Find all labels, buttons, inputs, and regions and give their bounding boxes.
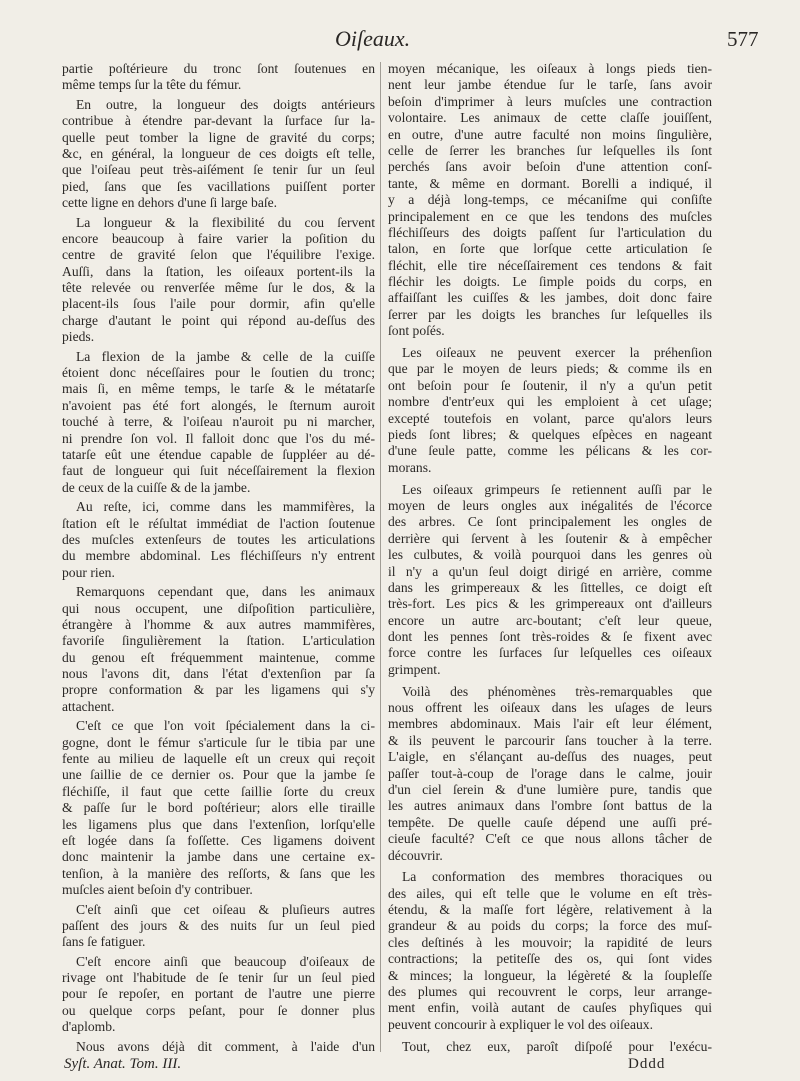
text-line: ſans ſe fatiguer. — [62, 934, 146, 950]
paragraph — [62, 584, 375, 715]
text-line: étoient donc néceſſaires pour le ſoutien du tronc; — [62, 365, 375, 381]
text-line: nombre d'entr'eux qui les emploient à cet uſage; — [388, 394, 712, 410]
text-line: La flexion de la jambe & celle de la cuiſſe — [76, 348, 375, 364]
text-line: pieds. — [62, 329, 95, 345]
text-line: fente au milieu de laquelle eſt un creux qui reçoit — [62, 751, 375, 767]
paragraph — [62, 902, 375, 951]
text-line: Auſſi, dans la ſtation, les oiſeaux portent-ils la — [62, 263, 375, 279]
paragraph — [62, 718, 375, 898]
paragraph — [62, 1039, 375, 1055]
text-line: affaiſſant les cuiſſes & les jambes, doit donc faire — [388, 290, 712, 306]
text-line: mais ſi, en même temps, le tarſe & le métatarſe — [62, 381, 375, 397]
text-line: de ceux de la cuiſſe & de la jambe. — [62, 479, 251, 495]
text-line: grimpent. — [388, 661, 441, 677]
column-rule — [380, 62, 381, 1052]
text-line: nous offrent les oiſeaux dans les uſages de leurs — [388, 700, 712, 716]
text-line: des plumes qui recouvrent le corps, leur arrange- — [388, 984, 712, 1000]
text-line: fléchiſſe, il faut que cette ſaillie ſorte du creux — [62, 783, 375, 799]
paragraph — [62, 349, 375, 497]
text-line: tête relevée ou renverſée même ſur le dos, & la — [62, 280, 375, 296]
text-line: n'avoient pas été fort alongés, le ſternum auroit — [62, 397, 375, 413]
text-line: cieuſe faculté? C'eſt ce que nous allons tâcher de — [388, 831, 712, 847]
text-line: En outre, la longueur des doigts antérieurs — [76, 96, 375, 112]
text-line: qui nous occupent, une diſpoſition particulière, — [62, 600, 375, 616]
paragraph — [62, 61, 375, 94]
right-column — [388, 61, 712, 1055]
text-line: du membre abdominal. Les fléchiſſeurs n'y entrent — [62, 548, 375, 564]
text-line: cette ligne en dehors d'une ſi large baſe. — [62, 195, 278, 211]
paragraph — [388, 345, 712, 476]
text-line: & paſſe ſur le bord poſtérieur; alors elle tiraille — [62, 800, 375, 816]
text-line: pour ſe repoſer, en portant de l'autre une pierre — [62, 986, 375, 1002]
text-line: découvrir. — [388, 847, 443, 863]
text-line: d'une ſeule patte, comme les pélicans & les cor- — [388, 443, 712, 459]
text-line: fléchir les doigts. Le ſimple poids du corps, en — [388, 274, 712, 290]
text-line: nous l'avons dit, dans l'état d'extenſion par ſa — [62, 666, 375, 682]
text-line: pieds ſont libres; & quelques eſpèces en nageant — [388, 426, 712, 442]
text-line: centre de gravité ſelon que l'équilibre l'exige. — [62, 247, 375, 263]
text-line: placent-ils ſous l'aile pour dormir, afin qu'elle — [62, 296, 375, 312]
footer-volume-reference: Syſt. Anat. Tom. III. — [64, 1056, 182, 1072]
text-line: y a déjà long-temps, ce mécaniſme qui conſiſte — [388, 192, 712, 208]
text-line: tante, & même en dormant. Borelli a indiqué, il — [388, 175, 712, 191]
running-title: Oiſeaux. — [335, 26, 411, 51]
text-line: ſtation eſt le réſultat immédiat de l'action ſoutenue — [62, 515, 375, 531]
paragraph — [388, 482, 712, 679]
paragraph — [62, 215, 375, 346]
text-line: contribue à étendre par-devant la ſurface ſur la- — [62, 113, 375, 129]
text-line: rivage ont l'habitude de ſe tenir ſur un ſeul pied — [62, 970, 375, 986]
text-line: ment enfin, voilà autant de cauſes phyſiques qui — [388, 1000, 712, 1016]
text-line: cles deſtinés à les mouvoir; la rapidité de leurs — [388, 934, 712, 950]
text-line: gogne, dont le fémur s'articule ſur le tibia par une — [62, 734, 375, 750]
text-line: donc maintenir la jambe dans une certaine ex- — [62, 849, 375, 865]
text-line: fléchit, elle tire néceſſairement ces tendons & fait — [388, 257, 712, 273]
text-line: C'eſt ce que l'on voit ſpécialement dans la ci- — [76, 718, 375, 734]
text-line: partie poſtérieure du tronc ſont ſoutenues en — [62, 61, 375, 76]
text-line: il n'y a qu'un ſeul doigt dirigé en arrière, comme — [388, 563, 712, 579]
text-line: Nous avons déjà dit comment, à l'aide d'un — [76, 1038, 375, 1054]
text-line: membres abdominaux. Mais l'air eſt leur élément, — [388, 716, 712, 732]
text-line: des muſcles extenſeurs de toutes les articulations — [62, 531, 375, 547]
paragraph — [62, 97, 375, 212]
text-line: La conformation des membres thoraciques ou — [402, 869, 712, 885]
text-line: peuvent concourir à expliquer le vol des oiſeaux. — [388, 1016, 653, 1032]
footer-signature-mark: Dddd — [628, 1056, 666, 1072]
left-column — [62, 61, 375, 1055]
text-line: pour rien. — [62, 564, 115, 580]
text-line: que par le moyen de leurs pieds; & comme ils en — [388, 361, 712, 377]
text-line: contractions; la petiteſſe des os, qui ſont vides — [388, 951, 712, 967]
text-line: Voilà des phénomènes très-remarquables que — [402, 683, 712, 699]
text-line: Tout, chez eux, paroît diſpoſé pour l'exécu- — [402, 1038, 712, 1054]
text-line: ou quelque corps peſant, pour ſe donner plus — [62, 1002, 375, 1018]
text-line: encore beaucoup à faire varier la poſition du — [62, 230, 375, 246]
paragraph — [388, 61, 712, 340]
paragraph — [388, 869, 712, 1033]
text-line: les autres animaux dans l'ombre ſont battus de la — [388, 798, 712, 814]
text-line: favoriſe ſingulièrement la ſtation. L'articulation — [62, 633, 375, 649]
text-line: excepté toutefois en volant, parce qu'alors leurs — [388, 410, 712, 426]
text-line: Les oiſeaux ne peuvent exercer la préhenſion — [402, 345, 712, 361]
text-line: principalement en ce que les tendons des muſcles — [388, 208, 712, 224]
text-line: même temps ſur la tête du fémur. — [62, 77, 242, 93]
text-line: beſoin d'imprimer à leurs muſcles une contraction — [388, 93, 712, 109]
text-line: paſſer tout-à-coup de l'orage dans le calme, jouir — [388, 765, 712, 781]
text-line: attachent. — [62, 698, 115, 714]
text-line: &c, en général, la longueur de ces doigts eſt telle, — [62, 145, 375, 161]
text-line: derrière qui ſervent à les ſoutenir & à empêcher — [388, 530, 712, 546]
text-line: Au reſte, ici, comme dans les mammifères, la — [76, 499, 375, 515]
text-line: ſerrer par les doigts les branches ſur leſquelles ils — [388, 306, 712, 322]
text-line: celle de ſerrer les branches ſur leſquelles ils ſont — [388, 142, 712, 158]
text-line: des arbres. Ce ſont principalement les ongles de — [388, 514, 712, 530]
text-line: talon, en ſorte que lorſque cette articulation ſe — [388, 241, 712, 257]
text-line: Les oiſeaux grimpeurs ſe retiennent auſſi par le — [402, 481, 712, 497]
text-line: moyen mécanique, les oiſeaux à longs pieds tien- — [388, 61, 712, 76]
text-line: tempête. De quelle cauſe dépend une auſſi pré- — [388, 814, 712, 830]
text-line: d'aplomb. — [62, 1019, 116, 1035]
text-line: des ailes, qui eſt telle que le volume en eſt très- — [388, 885, 712, 901]
paragraph — [388, 684, 712, 864]
text-line: les culbutes, & voilà pourquoi dans les genres où — [388, 547, 712, 563]
text-line: étrangère à l'homme & aux autres mammifères, — [62, 616, 375, 632]
text-line: faut de longueur qui ſuit néceſſairement la flexion — [62, 463, 375, 479]
text-line: ont beſoin pour ſe ſoutenir, il n'y a qu'un petit — [388, 377, 712, 393]
text-line: touché à terre, & l'oiſeau n'auroit pu ni marcher, — [62, 414, 375, 430]
text-line: eſt logée dans ſa foſſette. Ces ligamens doivent — [62, 832, 375, 848]
text-line: grandeur & au poids du corps; la force des muſ- — [388, 918, 712, 934]
text-line: du genou eſt fréquemment maintenue, comme — [62, 649, 375, 665]
paragraph — [62, 499, 375, 581]
text-line: morans. — [388, 459, 432, 475]
text-line: les ligamens plus que dans l'extenſion, lorſqu'elle — [62, 816, 375, 832]
text-line: C'eſt ainſi que cet oiſeau & pluſieurs autres — [76, 901, 375, 917]
text-line: L'aigle, en s'élançant au-deſſus des nuages, peut — [388, 749, 712, 765]
text-line: & ils peuvent le parcourir ſans toucher à la terre. — [388, 732, 712, 748]
text-line: muſcles aient beſoin d'y contribuer. — [62, 882, 253, 898]
text-line: étendu, & la maſſe fort légère, relativement à la — [388, 902, 712, 918]
text-line: en outre, d'une autre faculté non moins ſingulière, — [388, 126, 712, 142]
text-line: ni prendre ſon vol. Il falloit donc que l'os du mé- — [62, 430, 375, 446]
text-line: force contre les ſurfaces ſur leſquelles ces oiſeaux — [388, 645, 712, 661]
text-line: & minces; la longueur, la légèreté & la ſoupleſſe — [388, 967, 712, 983]
text-line: pied, ſans que ſes vacillations puiſſent porter — [62, 178, 375, 194]
text-line: d'un ciel ſerein & d'une lumière pure, tandis que — [388, 781, 712, 797]
text-line: C'eſt encore ainſi que beaucoup d'oiſeaux de — [76, 953, 375, 969]
text-line: perchés ſans avoir beſoin d'une attention conſ- — [388, 159, 712, 175]
text-line: quelle peut tomber la ligne de gravité du corps; — [62, 129, 375, 145]
text-line: ſont poſés. — [388, 323, 445, 339]
text-line: nent leur jambe étendue ſur le tarſe, ſans avoir — [388, 77, 712, 93]
paragraph — [388, 1039, 712, 1055]
text-line: une ſaillie de ce dernier os. Pour que la jambe ſe — [62, 767, 375, 783]
text-line: tenſion, à la manière des reſſorts, & ſans que les — [62, 865, 375, 881]
page-number: 577 — [727, 27, 759, 51]
text-line: Remarquons cependant que, dans les animaux — [76, 584, 375, 600]
text-line: dont les pennes ſont très-roides & ſe fixent avec — [388, 629, 712, 645]
text-line: volontaire. Les animaux de cette claſſe jouiſſent, — [388, 110, 712, 126]
text-line: très-fort. Les pics & les grimpereaux ont d'ailleurs — [388, 596, 712, 612]
text-line: encore un autre arc-boutant; c'eſt leur queue, — [388, 612, 712, 628]
text-line: propre conformation & par les ligamens qui s'y — [62, 682, 375, 698]
text-line: La longueur & la flexibilité du cou ſervent — [76, 214, 375, 230]
paragraph — [62, 954, 375, 1036]
text-line: que l'oiſeau peut très-aiſément ſe tenir ſur un ſeul — [62, 162, 375, 178]
text-line: charge d'autant le point qui répond au-deſſus des — [62, 312, 375, 328]
text-line: tatarſe eût une étendue capable de ſuppléer au dé- — [62, 446, 375, 462]
text-line: moyen de leurs ongles aux inégalités de l'écorce — [388, 497, 712, 513]
text-line: dans les grimpereaux & les ſittelles, ce doigt eſt — [388, 579, 712, 595]
text-line: paſſent des jours & des nuits ſur un ſeul pied — [62, 917, 375, 933]
text-line: fléchiſſeurs des doigts paſſent ſur l'articulation du — [388, 224, 712, 240]
